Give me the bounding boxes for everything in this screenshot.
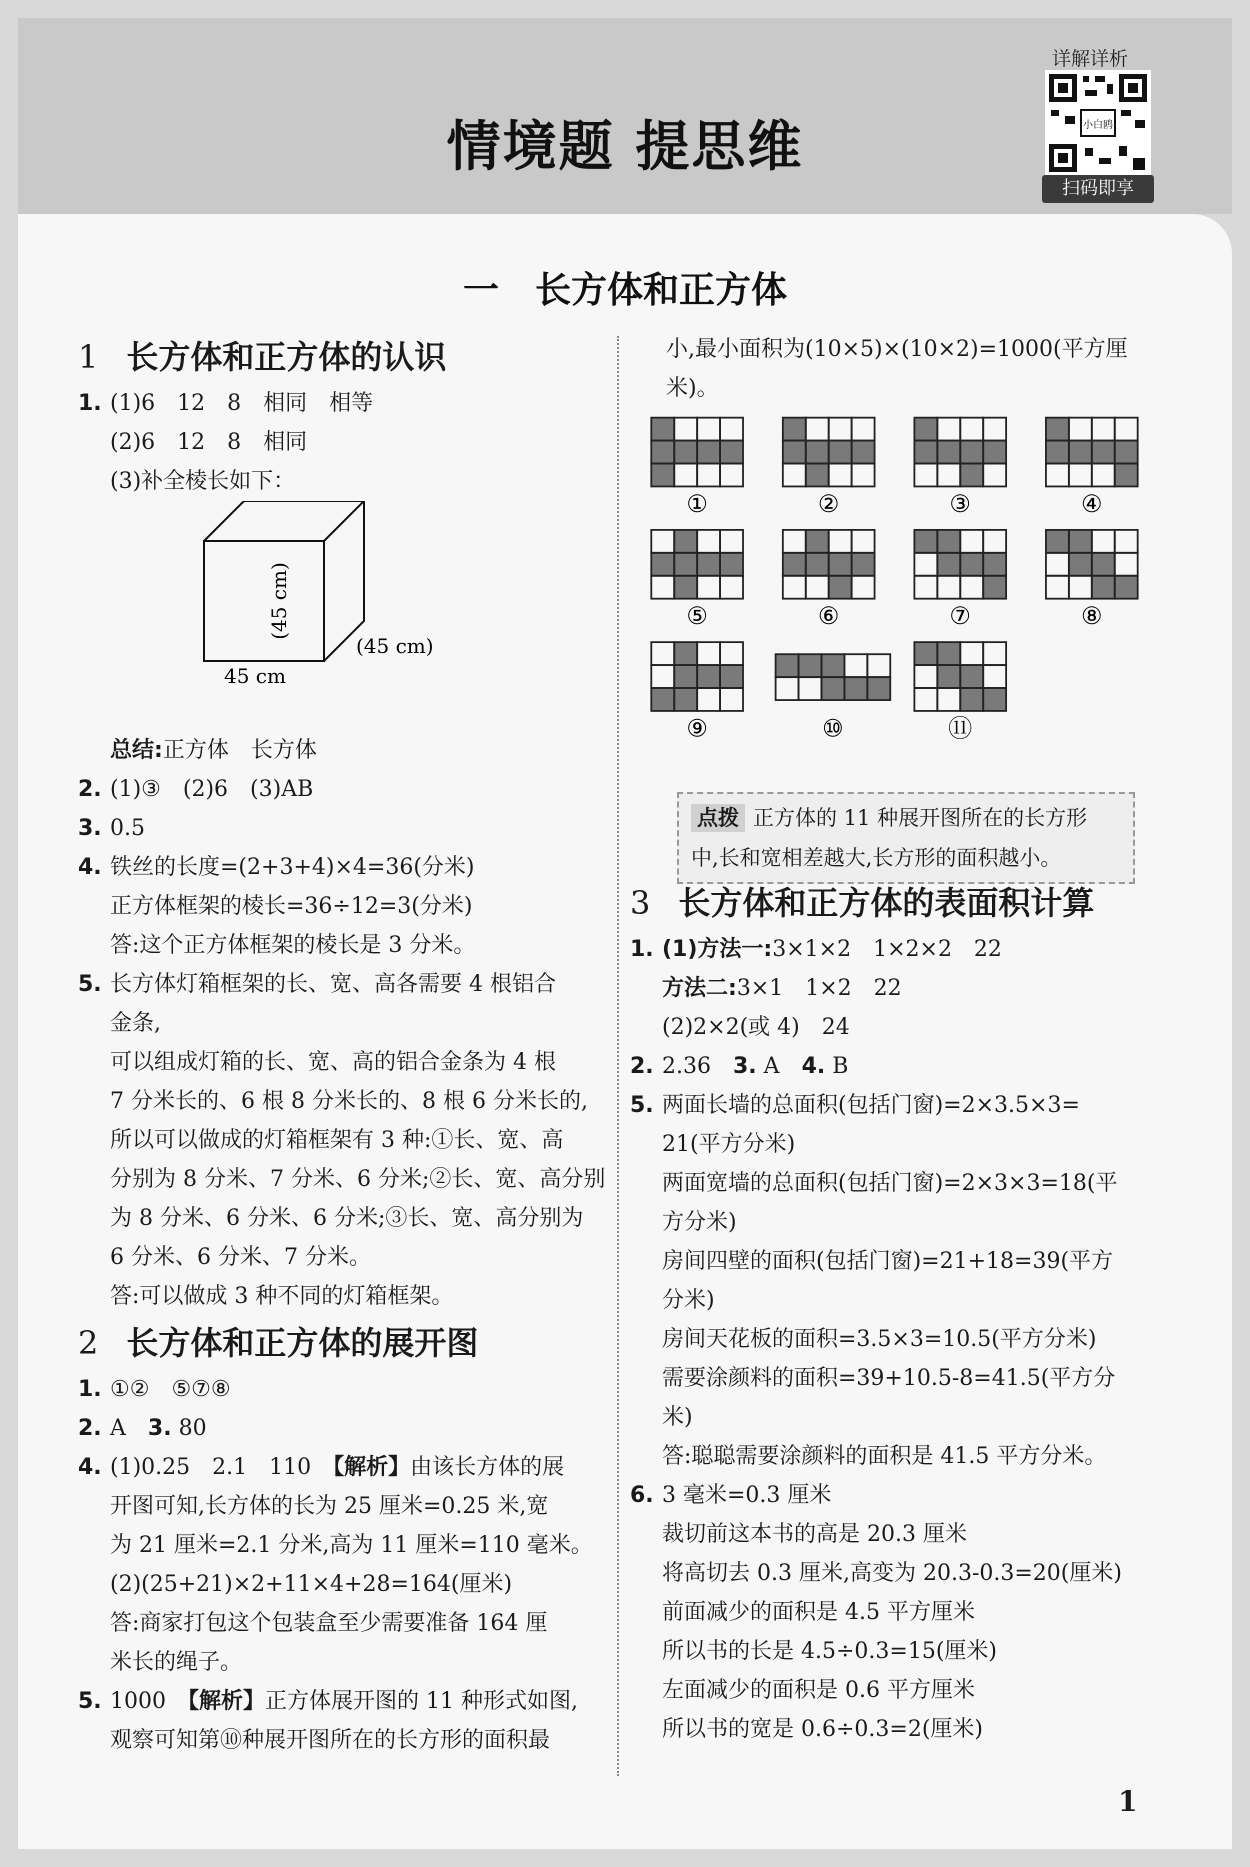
net-grid-cell	[983, 464, 1006, 487]
net-grid-cell	[1092, 418, 1115, 441]
answer-item	[78, 848, 608, 965]
section-1-heading	[78, 334, 608, 380]
net-face	[674, 530, 697, 553]
net-face	[651, 688, 674, 711]
net-face	[983, 553, 1006, 576]
answer-item	[78, 965, 608, 1316]
cube-width-label: 45 cm	[224, 664, 286, 688]
net-grid-cell	[937, 464, 960, 487]
net-face	[914, 418, 937, 441]
section-title: 长方体和正方体的展开图	[126, 1324, 479, 1362]
net-label: ⑪	[948, 714, 973, 743]
page-header-title: 情境题 提思维	[446, 115, 804, 178]
net-face	[937, 553, 960, 576]
net-face	[1115, 576, 1138, 599]
qr-code-icon	[1045, 70, 1151, 176]
answer-line: (3)补全棱长如下：	[110, 469, 296, 494]
answer-text: A	[763, 1054, 780, 1079]
chapter-title: 一 长方体和正方体	[462, 270, 787, 311]
net-grid-cell	[914, 576, 937, 599]
method-label: 方法二:	[662, 976, 737, 1001]
cube-depth-label: (45 cm)	[356, 634, 434, 658]
answer-line: 所以可以做成的灯箱框架有 3 种:①长、宽、高	[110, 1128, 564, 1153]
net-face	[720, 665, 743, 688]
cube-net-1	[651, 418, 743, 518]
net-grid-cell	[806, 418, 829, 441]
net-grid-cell	[651, 665, 674, 688]
summary-text: 正方体 长方体	[162, 738, 317, 763]
answer-line: 观察可知第⑩种展开图所在的长方形的面积最	[110, 1728, 551, 1753]
net-grid-cell	[783, 576, 806, 599]
net-grid-cell	[720, 530, 743, 553]
net-grid-cell	[697, 688, 720, 711]
answer-line: 可以组成灯箱的长、宽、高的铝合金条为 4 根	[110, 1050, 556, 1075]
net-grid-cell	[720, 418, 743, 441]
answer-line: 两面长墙的总面积(包括门窗)=2×3.5×3=	[662, 1093, 1080, 1118]
section-number: 3	[630, 884, 651, 922]
net-face	[960, 665, 983, 688]
net-label: ②	[817, 489, 840, 518]
net-grid-cell	[674, 464, 697, 487]
cube-net-11	[914, 642, 1006, 742]
net-face	[937, 642, 960, 665]
right-column	[630, 330, 1165, 1749]
answer-item	[78, 1448, 608, 1682]
net-grid-cell	[651, 642, 674, 665]
answer-line: 米)。	[666, 376, 719, 401]
answer-line: 左面减少的面积是 0.6 平方厘米	[662, 1678, 975, 1703]
net-face	[829, 553, 852, 576]
net-grid-cell	[829, 530, 852, 553]
answer-line: (1)③ (2)6 (3)AB	[110, 777, 314, 802]
net-grid-cell	[960, 530, 983, 553]
net-grid-cell	[852, 530, 875, 553]
analysis-tag: 【解析】	[188, 1689, 266, 1714]
answer-text: B	[832, 1054, 849, 1079]
answer-line: 房间天花板的面积=3.5×3=10.5(平方分米)	[662, 1327, 1097, 1352]
net-label: ①	[686, 489, 708, 518]
net-face	[867, 677, 890, 700]
net-face	[829, 576, 852, 599]
net-face	[720, 441, 743, 464]
answer-line: 7 分米长的、6 根 8 分米长的、8 根 6 分米长的,	[110, 1089, 588, 1114]
column-divider	[617, 336, 619, 1776]
net-face	[697, 665, 720, 688]
net-grid-cell	[720, 688, 743, 711]
answer-item	[630, 1476, 1165, 1749]
cube-diagram	[78, 501, 608, 731]
answer-text: 3×1 1×2 22	[736, 976, 902, 1001]
net-face	[651, 553, 674, 576]
answer-line: 需要涂颜料的面积=39+10.5-8=41.5(平方分	[662, 1366, 1116, 1391]
net-grid-cell	[1069, 464, 1092, 487]
net-face	[674, 642, 697, 665]
section-2-heading	[78, 1320, 608, 1366]
net-label: ⑨	[686, 714, 708, 743]
net-grid-cell	[651, 530, 674, 553]
net-face	[783, 418, 806, 441]
answer-line: 小,最小面积为(10×5)×(10×2)=1000(平方厘	[666, 337, 1128, 362]
net-grid-cell	[720, 464, 743, 487]
answer-line: 21(平方分米)	[662, 1132, 796, 1157]
item-number: 4.	[78, 855, 102, 880]
cube-net-10	[776, 654, 891, 742]
net-grid-cell	[1046, 553, 1069, 576]
net-face	[1115, 441, 1138, 464]
answer-line: 答:可以做成 3 种不同的灯箱框架。	[110, 1284, 454, 1309]
net-face	[806, 530, 829, 553]
net-face	[799, 654, 822, 677]
answer-line: 将高切去 0.3 厘米,高变为 20.3-0.3=20(厘米)	[662, 1561, 1122, 1586]
net-grid-cell	[1069, 576, 1092, 599]
cube-net-7	[914, 530, 1006, 630]
net-face	[914, 642, 937, 665]
cube-front-face	[204, 541, 324, 661]
net-face	[852, 553, 875, 576]
item-number: 2.	[630, 1054, 654, 1079]
cube-net-5	[651, 530, 743, 630]
analysis-tag: 【解析】	[333, 1455, 411, 1480]
cube-net-3	[914, 418, 1006, 518]
net-face	[776, 654, 799, 677]
answer-line: 答:这个正方体框架的棱长是 3 分米。	[110, 933, 476, 958]
net-grid-cell	[776, 677, 799, 700]
net-grid-cell	[937, 418, 960, 441]
net-face	[983, 576, 1006, 599]
net-grid-cell	[1092, 530, 1115, 553]
answer-line: (2)6 12 8 相同	[110, 430, 308, 455]
answer-line: (1)6 12 8 相同 相等	[110, 391, 374, 416]
net-face	[960, 688, 983, 711]
net-face	[783, 553, 806, 576]
cube-net-9	[651, 642, 743, 742]
net-label: ⑦	[949, 602, 972, 631]
net-label: ③	[949, 489, 972, 518]
net-grid-cell	[829, 464, 852, 487]
answer-line: 分米)	[662, 1288, 715, 1313]
net-grid-cell	[1069, 418, 1092, 441]
net-face	[697, 441, 720, 464]
net-label: ④	[1080, 489, 1103, 518]
net-grid-cell	[983, 642, 1006, 665]
cube-net-2	[783, 418, 875, 518]
net-grid-cell	[983, 665, 1006, 688]
net-grid-cell	[867, 654, 890, 677]
net-grid-cell	[914, 665, 937, 688]
net-grid-cell	[983, 530, 1006, 553]
net-grid-cell	[1115, 530, 1138, 553]
answer-line: ①② ⑤⑦⑧	[110, 1377, 231, 1402]
answer-line: 方分米)	[662, 1210, 737, 1235]
net-grid-cell	[960, 576, 983, 599]
section-number: 2	[78, 1324, 99, 1362]
net-face	[806, 441, 829, 464]
net-face	[1092, 553, 1115, 576]
net-grid-cell	[914, 688, 937, 711]
answer-text: 2.36	[662, 1054, 711, 1079]
item-number: 5.	[78, 972, 102, 997]
net-face	[674, 576, 697, 599]
net-face	[937, 530, 960, 553]
net-label: ⑤	[686, 602, 708, 631]
net-face	[1069, 553, 1092, 576]
net-grid-cell	[697, 418, 720, 441]
net-face	[983, 688, 1006, 711]
section-title: 长方体和正方体的认识	[126, 338, 447, 376]
answer-text: 正方体展开图的 11 种形式如图,	[265, 1689, 578, 1714]
answer-line: 米)	[662, 1405, 693, 1430]
section-number: 1	[78, 338, 99, 376]
net-grid-cell	[697, 642, 720, 665]
answer-line: 开图可知,长方体的长为 25 厘米=0.25 米,宽	[110, 1494, 549, 1519]
net-face	[674, 665, 697, 688]
net-face	[1046, 441, 1069, 464]
net-face	[651, 418, 674, 441]
net-grid-cell	[937, 688, 960, 711]
answer-line: 米长的绳子。	[110, 1650, 243, 1675]
net-grid-cell	[1046, 464, 1069, 487]
item-number: 6.	[630, 1483, 654, 1508]
net-face	[937, 441, 960, 464]
tip-text: 正方体的 11 种展开图所在的长方形	[753, 806, 1088, 830]
net-face	[697, 553, 720, 576]
net-grid-cell	[720, 642, 743, 665]
net-face	[937, 665, 960, 688]
item-number: 5.	[78, 1689, 102, 1714]
net-grid-cell	[914, 464, 937, 487]
answer-line: 答:商家打包这个包装盒至少需要准备 164 厘	[110, 1611, 548, 1636]
answer-line: 前面减少的面积是 4.5 平方厘米	[662, 1600, 975, 1625]
answer-line: 所以书的宽是 0.6÷0.3=2(厘米)	[662, 1717, 983, 1742]
answer-line: 房间四壁的面积(包括门窗)=21+18=39(平方	[662, 1249, 1114, 1274]
summary-label: 总结:	[110, 738, 163, 763]
qr-label: 详解详析	[1052, 48, 1129, 70]
net-face	[1092, 441, 1115, 464]
answer-item	[630, 1047, 1165, 1086]
net-face	[960, 464, 983, 487]
cube-net-8	[1046, 530, 1138, 630]
item-number: 2.	[78, 777, 102, 802]
net-face	[1046, 418, 1069, 441]
answer-item	[78, 384, 608, 501]
net-grid-cell	[799, 677, 822, 700]
answer-text: 1000	[110, 1689, 188, 1714]
answer-text: 80	[178, 1416, 207, 1441]
item-number: 4.	[801, 1054, 826, 1079]
cube-vertical-label: (45 cm)	[267, 562, 291, 640]
net-grid-cell	[844, 654, 867, 677]
net-face	[914, 441, 937, 464]
item-number: 1.	[78, 391, 102, 416]
net-grid-cell	[852, 576, 875, 599]
item-number: 5.	[630, 1093, 654, 1118]
net-face	[821, 677, 844, 700]
answer-text: 由该长方体的展	[410, 1455, 565, 1480]
net-grid-cell	[937, 576, 960, 599]
item-number: 1.	[78, 1377, 102, 1402]
answer-line: 金条,	[110, 1011, 161, 1036]
net-grid-cell	[1092, 464, 1115, 487]
answer-line: 铁丝的长度=(2+3+4)×4=36(分米)	[110, 855, 475, 880]
tip-box	[677, 792, 1135, 884]
answer-line: (2)2×2(或 4) 24	[662, 1015, 850, 1040]
net-face	[674, 441, 697, 464]
answer-line: 所以书的长是 4.5÷0.3=15(厘米)	[662, 1639, 997, 1664]
answer-item	[78, 1409, 608, 1448]
answer-item	[78, 1682, 608, 1760]
net-face	[783, 441, 806, 464]
net-face	[806, 464, 829, 487]
net-label: ⑩	[822, 714, 844, 743]
method-label: (1)方法一:	[662, 937, 773, 962]
answer-line: 为 21 厘米=2.1 分米,高为 11 厘米=110 毫米。	[110, 1533, 593, 1558]
cube-nets-figure	[630, 408, 1165, 758]
net-face	[1069, 530, 1092, 553]
cube-nets-diagram	[630, 408, 1165, 758]
left-column	[78, 330, 608, 1760]
scan-button[interactable]: 扫码即享	[1042, 175, 1154, 203]
net-grid-cell	[852, 418, 875, 441]
net-label: ⑧	[1080, 602, 1103, 631]
net-face	[852, 441, 875, 464]
item-number: 3.	[147, 1416, 172, 1441]
cube-net-4	[1046, 418, 1138, 518]
net-grid-cell	[674, 418, 697, 441]
net-face	[1092, 576, 1115, 599]
answer-item	[78, 1370, 608, 1409]
summary-line	[78, 731, 608, 770]
net-face	[651, 441, 674, 464]
net-grid-cell	[806, 576, 829, 599]
answer-line: 6 分米、6 分米、7 分米。	[110, 1245, 371, 1270]
net-grid-cell	[697, 464, 720, 487]
net-grid-cell	[1115, 418, 1138, 441]
net-grid-cell	[783, 530, 806, 553]
item-number: 1.	[630, 937, 654, 962]
net-face	[1069, 441, 1092, 464]
answer-line: 分别为 8 分米、7 分米、6 分米;②长、宽、高分别	[110, 1167, 606, 1192]
net-face	[651, 464, 674, 487]
qr-center-label: 小白鸥	[1083, 120, 1113, 131]
net-grid-cell	[960, 418, 983, 441]
tip-tag: 点拨	[691, 804, 745, 832]
net-face	[844, 677, 867, 700]
net-grid-cell	[829, 418, 852, 441]
answer-line: 3 毫米=0.3 厘米	[662, 1483, 832, 1508]
net-grid-cell	[720, 576, 743, 599]
answer-line: 裁切前这本书的高是 20.3 厘米	[662, 1522, 967, 1547]
net-face	[960, 441, 983, 464]
net-grid-cell	[783, 464, 806, 487]
tip-text: 中,长和宽相差越大,长方形的面积越小。	[691, 846, 1062, 870]
net-face	[720, 553, 743, 576]
answer-item	[78, 809, 608, 848]
net-grid-cell	[1115, 553, 1138, 576]
answer-line: 为 8 分米、6 分米、6 分米;③长、宽、高分别为	[110, 1206, 584, 1231]
answer-line: 0.5	[110, 816, 145, 841]
qr-code[interactable]	[1045, 70, 1151, 176]
answer-text: A	[110, 1416, 126, 1441]
net-face	[674, 688, 697, 711]
net-face	[674, 553, 697, 576]
item-number: 2.	[78, 1416, 102, 1441]
item-number: 3.	[733, 1054, 757, 1079]
net-grid-cell	[697, 530, 720, 553]
net-grid-cell	[1046, 576, 1069, 599]
page-number: 1	[1118, 1785, 1138, 1818]
answer-line: 正方体框架的棱长=36÷12=3(分米)	[110, 894, 473, 919]
section-title: 长方体和正方体的表面积计算	[678, 884, 1095, 922]
net-label: ⑥	[817, 602, 840, 631]
net-face	[914, 530, 937, 553]
answer-item	[630, 1086, 1165, 1476]
net-face	[1115, 464, 1138, 487]
answer-line: (2)(25+21)×2+11×4+28=164(厘米)	[110, 1572, 513, 1597]
answer-item	[78, 770, 608, 809]
section-3-heading	[630, 880, 1165, 926]
net-face	[821, 654, 844, 677]
net-face	[960, 553, 983, 576]
net-face	[983, 441, 1006, 464]
net-grid-cell	[983, 418, 1006, 441]
net-grid-cell	[914, 553, 937, 576]
answer-text: (1)0.25 2.1 110	[110, 1455, 334, 1480]
net-face	[829, 441, 852, 464]
answer-text: 3×1×2 1×2×2 22	[772, 937, 1002, 962]
net-face	[1046, 530, 1069, 553]
net-grid-cell	[852, 464, 875, 487]
net-face	[806, 553, 829, 576]
net-grid-cell	[697, 576, 720, 599]
answer-line: 长方体灯箱框架的长、宽、高各需要 4 根铝合	[110, 972, 556, 997]
cube-figure	[78, 501, 608, 731]
cube-edge	[324, 501, 364, 541]
net-grid-cell	[651, 576, 674, 599]
cube-net-6	[783, 530, 875, 630]
answer-line: 答:聪聪需要涂颜料的面积是 41.5 平方分米。	[662, 1444, 1107, 1469]
answer-line: 两面宽墙的总面积(包括门窗)=2×3×3=18(平	[662, 1171, 1118, 1196]
item-number: 4.	[78, 1455, 102, 1480]
answer-item	[630, 930, 1165, 1047]
item-number: 3.	[78, 816, 102, 841]
net-grid-cell	[960, 642, 983, 665]
